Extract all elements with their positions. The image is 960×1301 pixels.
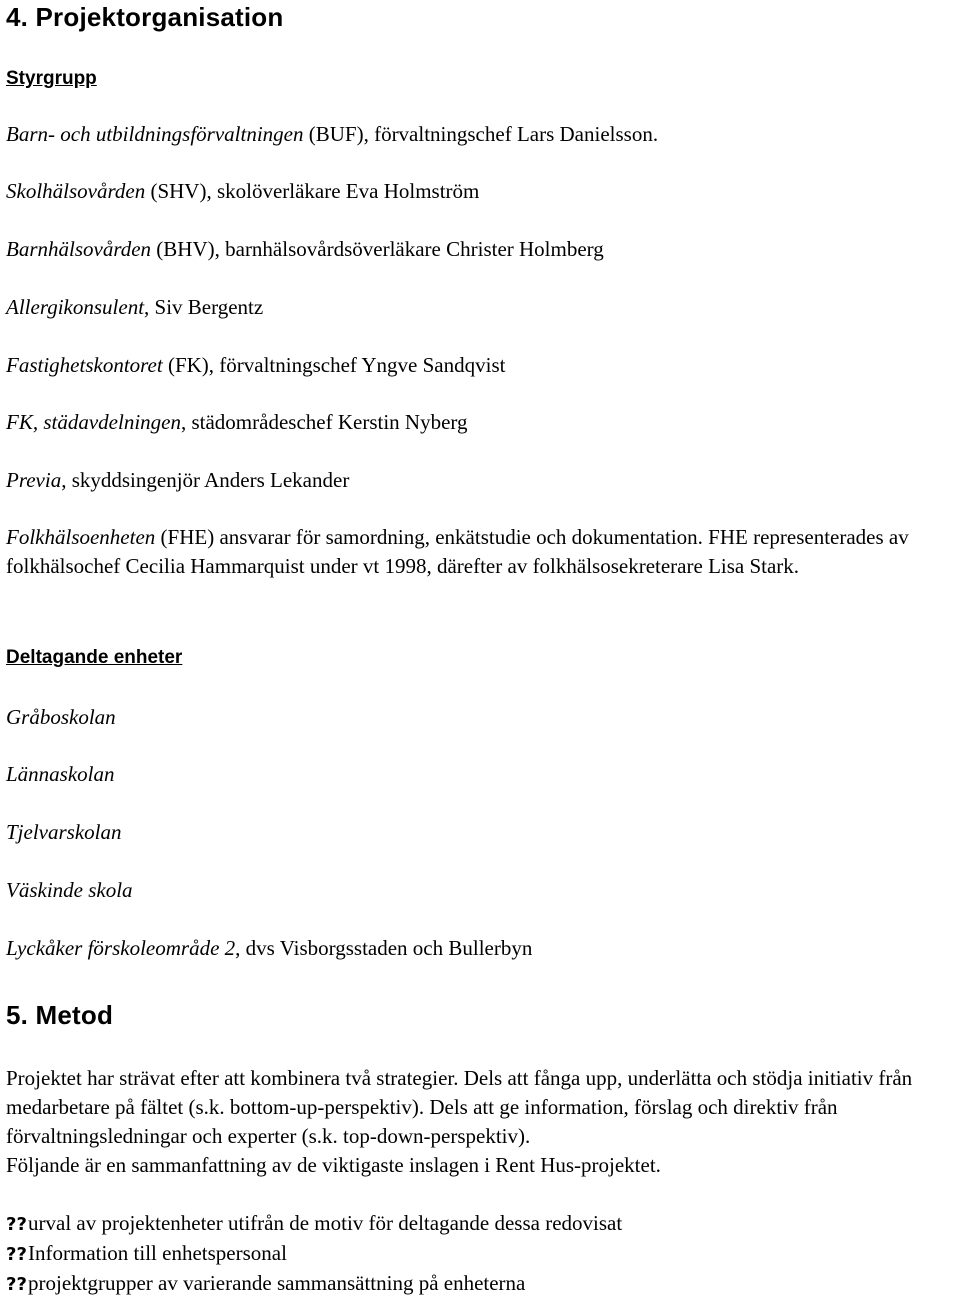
steering-group-heading: Styrgrupp bbox=[6, 68, 97, 89]
member-detail: (FK), förvaltningschef Yngve Sandqvist bbox=[162, 353, 506, 377]
fhe-paragraph bbox=[6, 523, 956, 581]
unit-org: Lyckåker förskoleområde 2 bbox=[6, 936, 236, 960]
member-org: FK, städavdelningen bbox=[6, 410, 181, 434]
fhe-org: Folkhälsoenheten bbox=[6, 525, 156, 549]
bullet-text: projektgrupper av varierande sammansättning på enheterna bbox=[28, 1271, 526, 1295]
section-5-title: 5. Metod bbox=[6, 1000, 114, 1030]
unit-item: Tjelvarskolan bbox=[6, 820, 122, 844]
member-line bbox=[6, 297, 263, 318]
unit-item bbox=[6, 938, 532, 959]
unit-detail: , dvs Visborgsstaden och Bullerbyn bbox=[235, 936, 533, 960]
bullet-glyph: ?? bbox=[6, 1214, 27, 1235]
summary-line: Följande är en sammanfattning av de viktigaste inslagen i Rent Hus-projektet. bbox=[6, 1153, 661, 1177]
member-line bbox=[6, 355, 505, 376]
fhe-detail: (FHE) ansvarar för samordning, enkätstudie och dokumentation. FHE representerades av folkhälsochef Cecilia Hammarquist under vt 1998, därefter av folkhälsosekreterare Lisa Stark. bbox=[6, 525, 909, 578]
member-line bbox=[6, 124, 658, 145]
member-detail: (BHV), barnhälsovårdsöverläkare Christer Holmberg bbox=[151, 237, 604, 261]
member-org: Fastighetskontoret bbox=[6, 353, 163, 377]
member-org: Previa bbox=[6, 468, 62, 492]
unit-item: Lännaskolan bbox=[6, 762, 115, 786]
bullet-text: urval av projektenheter utifrån de motiv för deltagande dessa redovisat bbox=[28, 1211, 623, 1235]
method-paragraph: Projektet har strävat efter att kombinera två strategier. Dels att fånga upp, underlätta och stödja initiativ från medarbetare på fältet (s.k. bottom-up-perspektiv). Dels att ge information, förslag och direktiv från förvaltningsledningar och experter (s.k. top-down-perspektiv). bbox=[6, 1066, 913, 1148]
bullet-item bbox=[6, 1243, 287, 1264]
member-line bbox=[6, 181, 479, 202]
bullet-glyph: ?? bbox=[6, 1244, 27, 1265]
bullet-glyph: ?? bbox=[6, 1274, 27, 1295]
member-line bbox=[6, 412, 468, 433]
member-detail: , Siv Bergentz bbox=[144, 295, 264, 319]
units-heading: Deltagande enheter bbox=[6, 647, 183, 668]
member-line bbox=[6, 470, 349, 491]
member-detail: , städområdeschef Kerstin Nyberg bbox=[180, 410, 468, 434]
member-org: Skolhälsovården bbox=[6, 179, 146, 203]
member-line bbox=[6, 239, 604, 260]
bullet-item bbox=[6, 1273, 525, 1294]
member-org: Barnhälsovården bbox=[6, 237, 152, 261]
member-detail: (SHV), skolöverläkare Eva Holmström bbox=[145, 179, 480, 203]
member-detail: (BUF), förvaltningschef Lars Danielsson. bbox=[303, 122, 659, 146]
member-org: Allergikonsulent bbox=[6, 295, 145, 319]
member-org: Barn- och utbildningsförvaltningen bbox=[6, 122, 304, 146]
unit-item: Gråboskolan bbox=[6, 705, 116, 729]
section-4-title: 4. Projektorganisation bbox=[6, 2, 284, 32]
unit-item: Väskinde skola bbox=[6, 878, 133, 902]
bullet-text: Information till enhetspersonal bbox=[28, 1241, 287, 1265]
member-detail: , skyddsingenjör Anders Lekander bbox=[61, 468, 350, 492]
bullet-item bbox=[6, 1213, 622, 1234]
